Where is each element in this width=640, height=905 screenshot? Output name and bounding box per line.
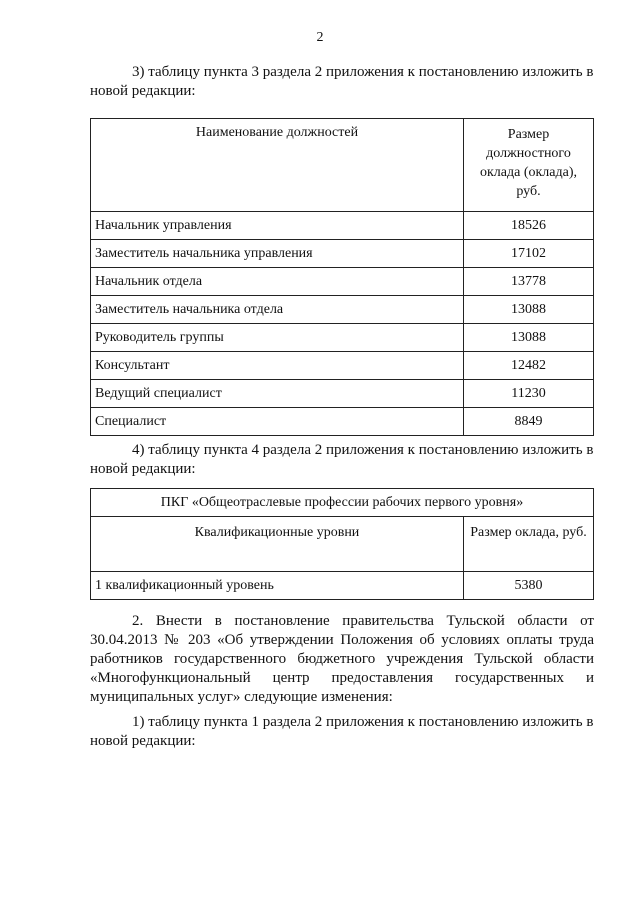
salary-value: 17102 [464,240,594,268]
table-row [91,324,594,352]
table-row [91,240,594,268]
header-qualification-levels: Квалификационные уровни [91,517,464,572]
salary-value: 13088 [464,296,594,324]
qualification-table-title [91,489,594,517]
table-row [91,380,594,408]
position-name: Начальник управления [91,212,464,240]
table-row [91,408,594,436]
qualification-table [90,488,594,600]
position-name: Начальник отдела [91,268,464,296]
page-number: 2 [316,30,324,45]
salary-table [90,118,594,436]
position-name: Специалист [91,408,464,436]
professional-group-title: ПКГ «Общеотраслевые профессии рабочих первого уровня» [91,489,594,517]
qualification-level-name: 1 квалификационный уровень [91,572,464,600]
position-name: Ведущий специалист [91,380,464,408]
qualification-table-header [91,517,594,572]
salary-value: 11230 [464,380,594,408]
item2-subitem: 1) таблицу пункта 1 раздела 2 приложения к постановлению изложить в новой редакции: [90,714,594,749]
section1-intro: 3) таблицу пункта 3 раздела 2 приложения к постановлению изложить в новой редакции: [90,64,594,99]
position-name: Консультант [91,352,464,380]
salary-value: 13778 [464,268,594,296]
table-row [91,212,594,240]
item2-paragraph: 2. Внести в постановление правительства Тульской области от 30.04.2013 № 203 «Об утверждении Положения об условиях оплаты труда работников государственного бюджетного учреждения Тульской области «Многофункциональный центр предоставления государственных и муниципальных услуг» следующие изменения: [90,613,594,705]
salary-value: 12482 [464,352,594,380]
table-row [91,296,594,324]
header-salary-size: Размер должностного оклада (оклада), руб. [464,119,594,212]
position-name: Руководитель группы [91,324,464,352]
table-row [91,572,594,600]
position-name: Заместитель начальника отдела [91,296,464,324]
header-salary-size: Размер оклада, руб. [464,517,594,572]
salary-value: 18526 [464,212,594,240]
salary-value: 8849 [464,408,594,436]
table-row [91,352,594,380]
section2-intro: 4) таблицу пункта 4 раздела 2 приложения к постановлению изложить в новой редакции: [90,442,594,477]
salary-table-header [91,119,594,212]
header-position-name: Наименование должностей [91,119,464,212]
table-row [91,268,594,296]
position-name: Заместитель начальника управления [91,240,464,268]
salary-value: 5380 [464,572,594,600]
salary-value: 13088 [464,324,594,352]
